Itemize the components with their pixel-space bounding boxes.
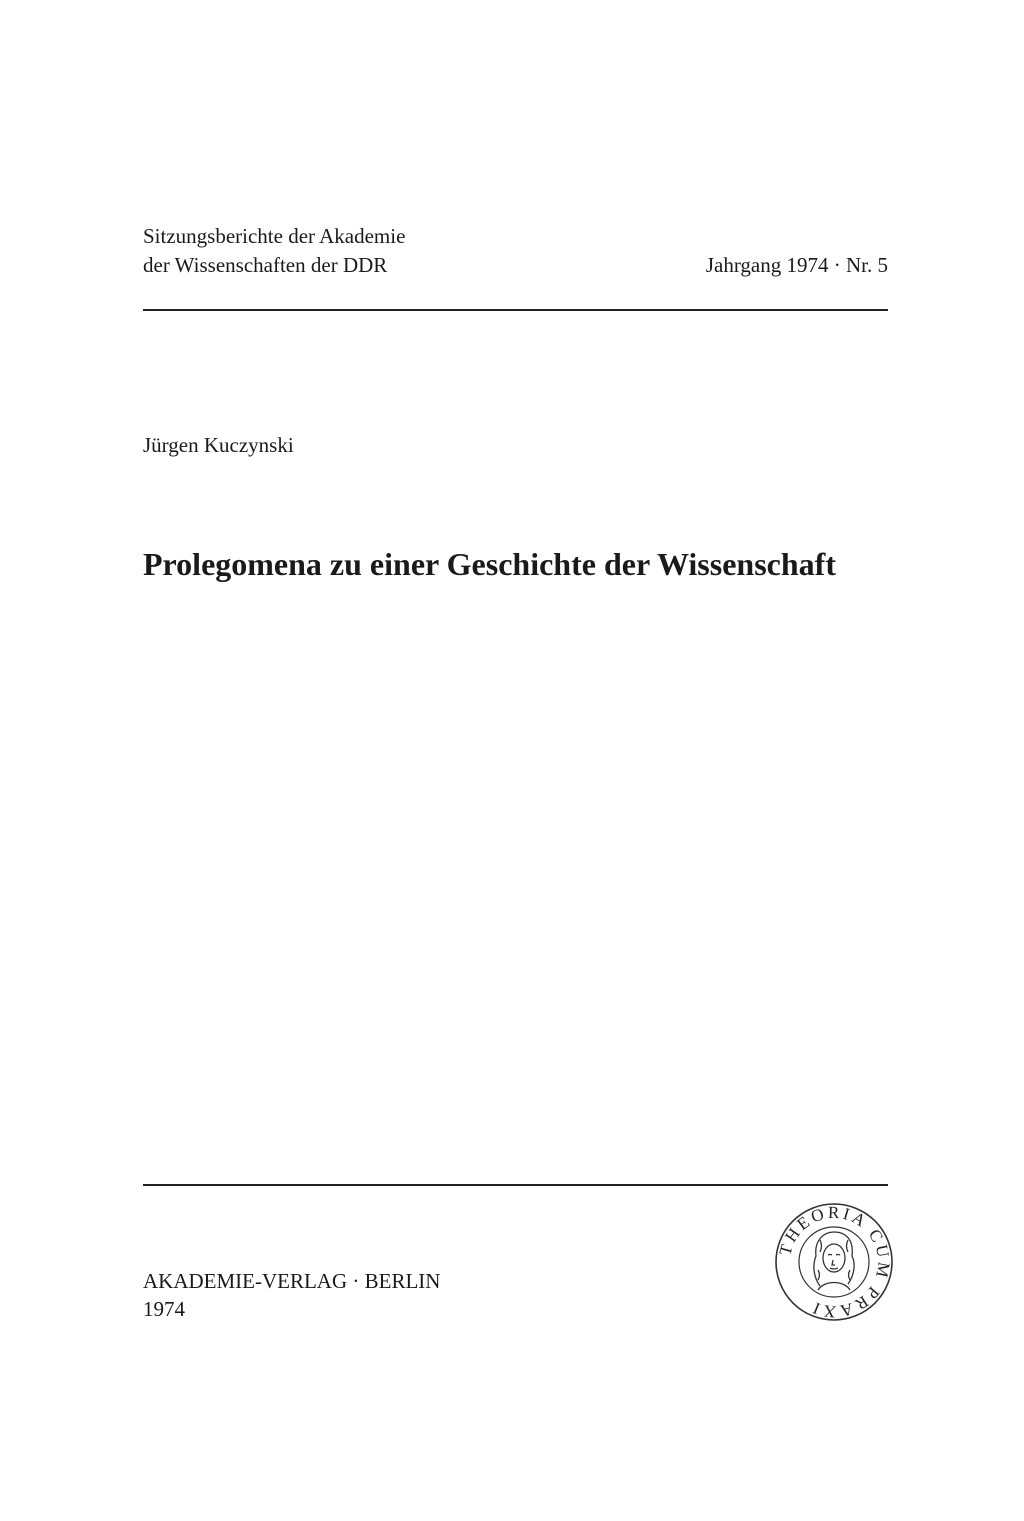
series-line-1: Sitzungsberichte der Akademie [143, 224, 406, 248]
author-name: Jürgen Kuczynski [143, 433, 294, 457]
seal-motto: THEORIA CUM PRAXI [775, 1202, 894, 1322]
issue-number: Jahrgang 1974 · Nr. 5 [705, 253, 888, 277]
series-title [143, 222, 405, 280]
publication-year: 1974 [143, 1297, 185, 1321]
leibniz-portrait-seal-icon [772, 1200, 896, 1324]
series-line-2: der Wissenschaften der DDR [143, 253, 388, 277]
footer-divider [143, 1184, 888, 1186]
publisher-block [143, 1267, 440, 1323]
book-title: Prolegomena zu einer Geschichte der Wissenschaft [143, 546, 836, 582]
publisher-name: AKADEMIE-VERLAG · BERLIN [143, 1269, 441, 1293]
header-divider [143, 309, 888, 311]
